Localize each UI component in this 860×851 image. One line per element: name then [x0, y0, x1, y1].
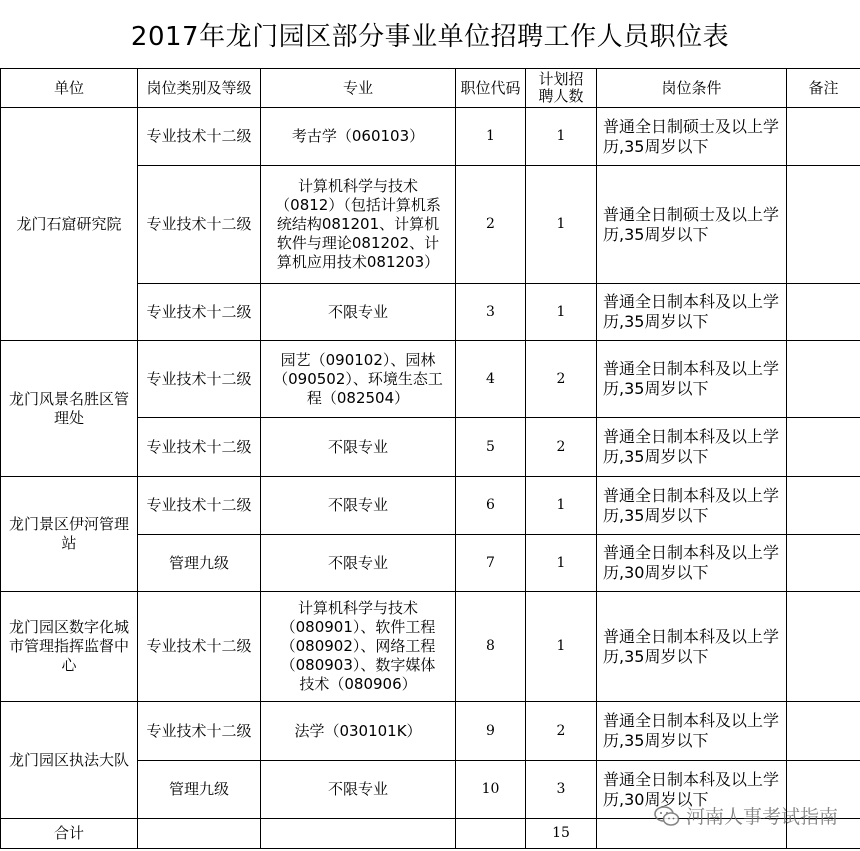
major-cell: 园艺（090102）、园林（090502）、环境生态工程（082504）: [261, 341, 456, 418]
table-row: [1, 341, 860, 418]
total-empty-cell: [261, 819, 456, 849]
header-remarks: 备注: [787, 69, 860, 108]
category-cell: 专业技术十二级: [138, 108, 261, 166]
code-cell: 2: [456, 166, 526, 284]
count-cell: 2: [526, 418, 597, 477]
total-empty-cell: [138, 819, 261, 849]
category-cell: 专业技术十二级: [138, 592, 261, 702]
major-cell: 计算机科学与技术（0812）（包括计算机系统结构081201、计算机软件与理论081202、计算机应用技术081203）: [261, 166, 456, 284]
table-row: [1, 702, 860, 761]
code-cell: 6: [456, 477, 526, 535]
count-cell: 1: [526, 477, 597, 535]
code-cell: 3: [456, 284, 526, 341]
count-cell: 2: [526, 702, 597, 761]
recruitment-table: [0, 68, 860, 849]
code-cell: 8: [456, 592, 526, 702]
category-cell: 专业技术十二级: [138, 166, 261, 284]
condition-cell: 普通全日制本科及以上学历,35周岁以下: [597, 284, 787, 341]
major-cell: 不限专业: [261, 418, 456, 477]
count-cell: 3: [526, 761, 597, 819]
remark-cell: [787, 341, 860, 418]
category-cell: 专业技术十二级: [138, 702, 261, 761]
code-cell: 1: [456, 108, 526, 166]
table-title: 2017年龙门园区部分事业单位招聘工作人员职位表: [130, 21, 730, 52]
total-empty-cell: [456, 819, 526, 849]
unit-cell: 龙门园区执法大队: [1, 702, 138, 819]
condition-cell: 普通全日制本科及以上学历,35周岁以下: [597, 418, 787, 477]
table-row: [1, 592, 860, 702]
remark-cell: [787, 535, 860, 592]
major-cell: 法学（030101K）: [261, 702, 456, 761]
total-label: 合计: [1, 819, 138, 849]
code-cell: 4: [456, 341, 526, 418]
header-row: [1, 69, 860, 108]
category-cell: 管理九级: [138, 535, 261, 592]
remark-cell: [787, 418, 860, 477]
count-cell: 1: [526, 284, 597, 341]
unit-cell: 龙门园区数字化城市管理指挥监督中心: [1, 592, 138, 702]
major-cell: 不限专业: [261, 477, 456, 535]
table-row: [1, 477, 860, 535]
remark-cell: [787, 477, 860, 535]
category-cell: 专业技术十二级: [138, 341, 261, 418]
condition-cell: 普通全日制本科及以上学历,35周岁以下: [597, 592, 787, 702]
header-code: 职位代码: [456, 69, 526, 108]
condition-cell: 普通全日制本科及以上学历,35周岁以下: [597, 341, 787, 418]
major-cell: 不限专业: [261, 284, 456, 341]
unit-cell: 龙门风景名胜区管理处: [1, 341, 138, 477]
remark-cell: [787, 166, 860, 284]
watermark: [654, 802, 838, 829]
unit-cell: 龙门石窟研究院: [1, 108, 138, 341]
category-cell: 专业技术十二级: [138, 284, 261, 341]
count-cell: 1: [526, 166, 597, 284]
header-conditions: 岗位条件: [597, 69, 787, 108]
count-cell: 1: [526, 592, 597, 702]
total-count: 15: [526, 819, 597, 849]
condition-cell: 普通全日制硕士及以上学历,35周岁以下: [597, 108, 787, 166]
table-row: [1, 108, 860, 166]
major-cell: 计算机科学与技术（080901）、软件工程（080902）、网络工程（080903）、数字媒体技术（080906）: [261, 592, 456, 702]
condition-cell: 普通全日制本科及以上学历,35周岁以下: [597, 702, 787, 761]
header-unit: 单位: [1, 69, 138, 108]
header-major: 专业: [261, 69, 456, 108]
condition-cell: 普通全日制本科及以上学历,30周岁以下: [597, 761, 787, 819]
remark-cell: [787, 108, 860, 166]
category-cell: 专业技术十二级: [138, 418, 261, 477]
remark-cell: [787, 284, 860, 341]
code-cell: 10: [456, 761, 526, 819]
category-cell: 管理九级: [138, 761, 261, 819]
code-cell: 7: [456, 535, 526, 592]
count-cell: 1: [526, 535, 597, 592]
code-cell: 9: [456, 702, 526, 761]
code-cell: 5: [456, 418, 526, 477]
count-cell: 2: [526, 341, 597, 418]
count-cell: 1: [526, 108, 597, 166]
remark-cell: [787, 702, 860, 761]
condition-cell: 普通全日制本科及以上学历,35周岁以下: [597, 477, 787, 535]
major-cell: 不限专业: [261, 535, 456, 592]
header-planned-count: 计划招聘人数: [526, 69, 597, 108]
unit-cell: 龙门景区伊河管理站: [1, 477, 138, 592]
major-cell: 考古学（060103）: [261, 108, 456, 166]
header-category: 岗位类别及等级: [138, 69, 261, 108]
category-cell: 专业技术十二级: [138, 477, 261, 535]
watermark-text: 河南人事考试指南: [685, 806, 838, 828]
condition-cell: 普通全日制硕士及以上学历,35周岁以下: [597, 166, 787, 284]
remark-cell: [787, 592, 860, 702]
condition-cell: 普通全日制本科及以上学历,30周岁以下: [597, 535, 787, 592]
major-cell: 不限专业: [261, 761, 456, 819]
wechat-icon: [654, 805, 680, 827]
